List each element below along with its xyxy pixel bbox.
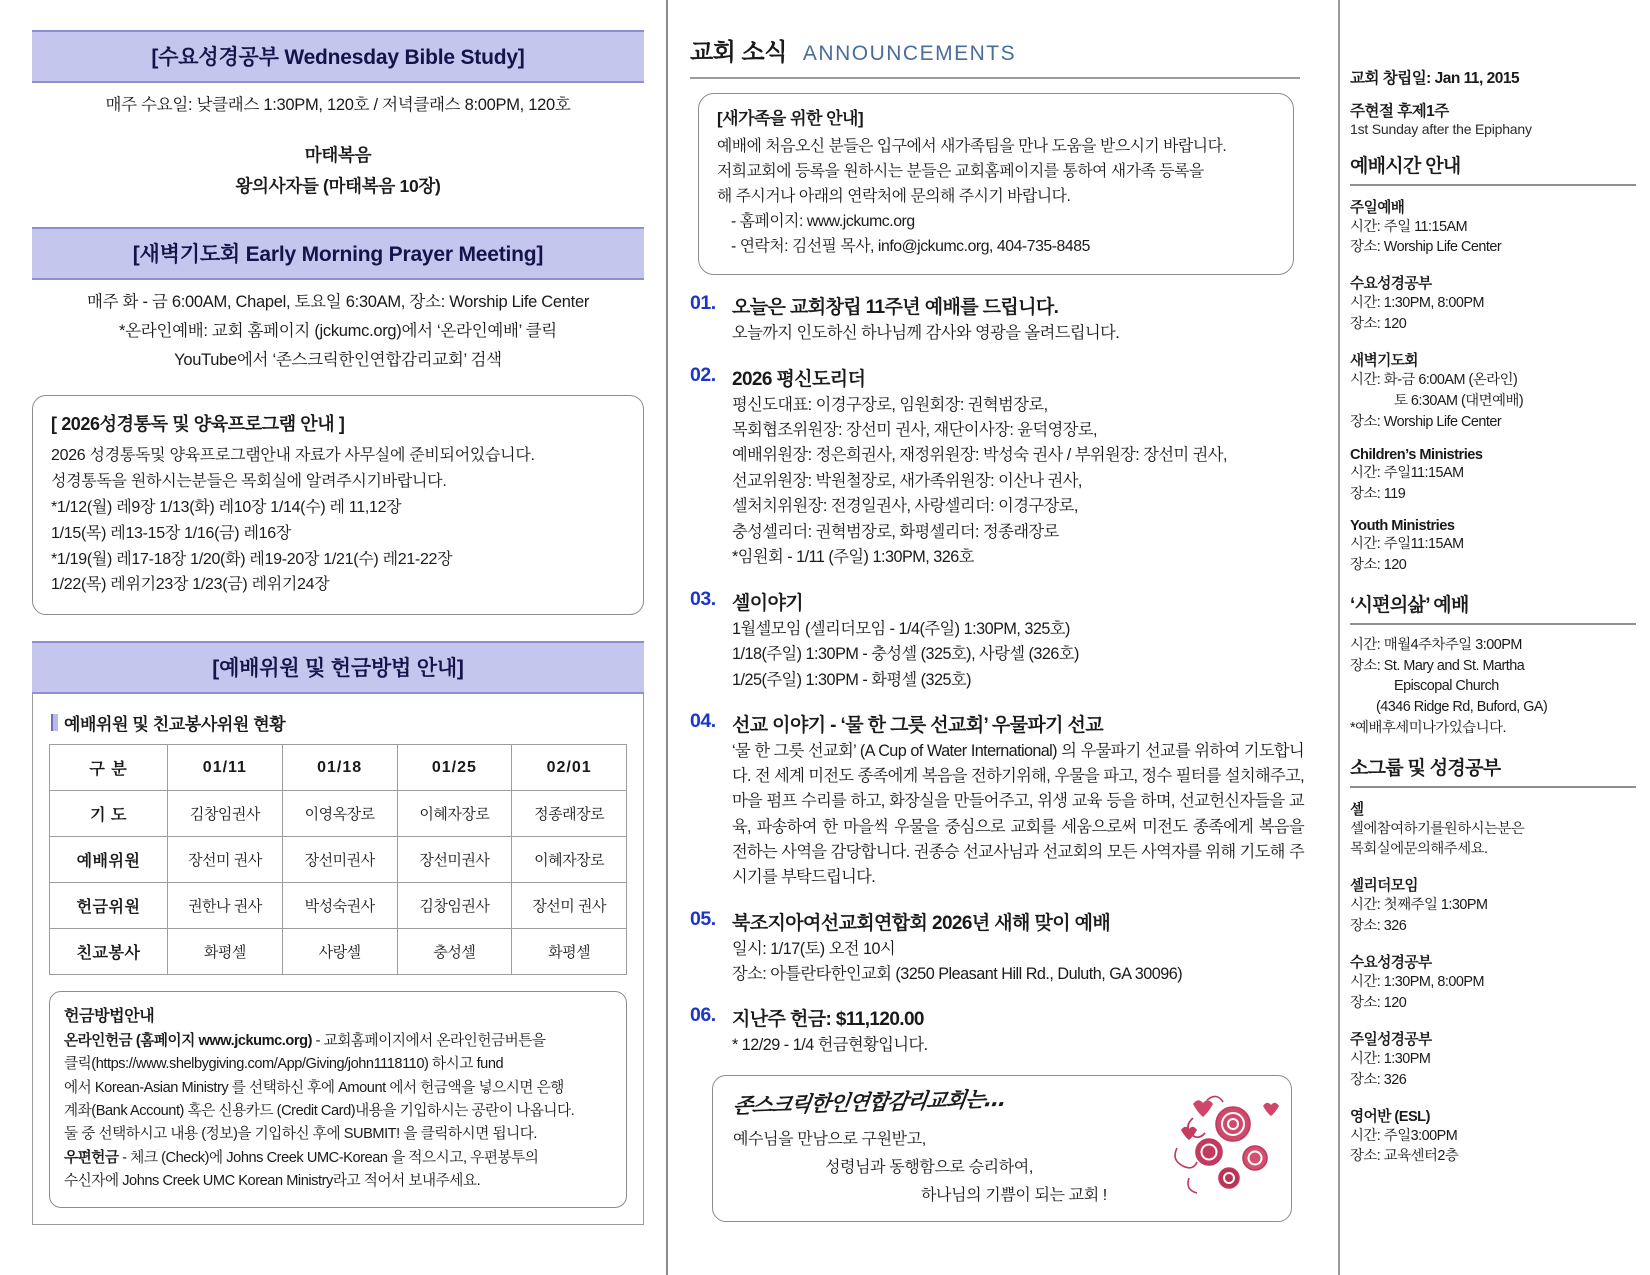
duty-row-3-label: 친교봉사 [50, 929, 168, 975]
smallgroup-cell-leaders-name: 셀리더모임 [1350, 878, 1418, 895]
giving-line-5: 둘 중 선택하시고 내용 (정보)을 기입하신 후에 SUBMIT! 을 클릭하시면 됩니다. [64, 1126, 537, 1143]
reading-program-header: [ 2026성경통독 및 양육프로그램 안내 ] [51, 413, 345, 434]
announcement-number-04: 04. [690, 709, 716, 732]
duty-col-1: 01/11 [168, 745, 283, 791]
duty-cell-0-0: 김창임권사 [168, 791, 283, 837]
table-row [50, 883, 627, 929]
announcement-body-03 [732, 588, 1332, 693]
reading-program-line-4: *1/19(월) 레17-18장 1/20(화) 레19-20장 1/21(수) 레21-22장 [51, 550, 453, 568]
bible-study-topic: 왕의사자들 (마태복음 10장) [235, 175, 441, 196]
new-family-box [698, 93, 1294, 276]
bible-study-body [32, 83, 644, 201]
smallgroup-esl-time: 시간: 주일3:00PM [1350, 1127, 1458, 1144]
psalm-worship-group [1350, 635, 1636, 739]
worship-group-sunday-time: 시간: 주일 11:15AM [1350, 218, 1468, 235]
bible-study-band: [수요성경공부 Wednesday Bible Study] [32, 30, 644, 83]
worship-group-wednesday [1350, 272, 1636, 335]
duty-band: [예배위원 및 헌금방법 안내] [32, 641, 644, 694]
giving-mail-rest: - 체크 (Check)에 Johns Creek UMC-Korean 을 적으시고, 우편봉투의 [118, 1149, 539, 1166]
duty-cell-2-3: 장선미 권사 [512, 883, 627, 929]
smallgroup-heading-rule [1350, 786, 1636, 788]
worship-group-youth-place: 장소: 120 [1350, 557, 1407, 574]
duty-cell-1-1: 장선미권사 [282, 837, 397, 883]
motto-line-1: 예수님을 만남으로 구원받고, [733, 1130, 926, 1148]
smallgroup-wednesday-place: 장소: 120 [1350, 994, 1407, 1011]
announcement-item-06 [690, 1004, 1332, 1058]
duty-subhead: 예배위원 및 친교봉사위원 현황 [64, 715, 286, 735]
smallgroup-cell-leaders-place: 장소: 326 [1350, 918, 1407, 935]
worship-group-wednesday-name: 수요성경공부 [1350, 276, 1432, 293]
smallgroup-esl-name: 영어반 (ESL) [1350, 1108, 1430, 1125]
announcement-number-02: 02. [690, 363, 716, 386]
announcements-divider [690, 77, 1300, 79]
motto-line-3: 하나님의 기쁨이 되는 교회 ! [921, 1186, 1107, 1204]
announcement-title-04: 선교 이야기 - ‘물 한 그릇 선교회’ 우물파기 선교 [732, 714, 1104, 736]
announcement-line-05-1: 장소: 아틀란타한인교회 (3250 Pleasant Hill Rd., Duluth, GA 30096) [732, 964, 1183, 983]
smallgroup-sunday-name: 주일성경공부 [1350, 1031, 1432, 1048]
announcement-title-01: 오늘은 교회창립 11주년 예배를 드립니다. [732, 297, 1059, 319]
worship-group-youth [1350, 518, 1636, 576]
announcement-line-02-5: 충성셀리더: 권혁범장로, 화평셀리더: 정종래장로 [732, 522, 1059, 541]
new-family-contact: - 연락처: 김선필 목사, info@jckumc.org, 404-735-8485 [731, 238, 1090, 256]
announcement-line-02-0: 평신도대표: 이경구장로, 임원회장: 권혁범장로, [732, 395, 1048, 414]
announcement-line-01-0: 오늘까지 인도하신 하나님께 감사와 영광을 올려드립니다. [732, 324, 1120, 343]
prayer-meeting-band: [새벽기도회 Early Morning Prayer Meeting] [32, 227, 644, 280]
reading-program-line-2: *1/12(월) 레9장 1/13(화) 레10장 1/14(수) 레 11,12장 [51, 498, 402, 516]
announcement-body-01 [732, 292, 1332, 346]
worship-group-wednesday-place: 장소: 120 [1350, 316, 1407, 333]
psalm-place: 장소: St. Mary and St. Martha [1350, 657, 1525, 674]
smallgroup-wednesday-time: 시간: 1:30PM, 8:00PM [1350, 974, 1484, 990]
reading-program-line-5: 1/22(목) 레위기23장 1/23(금) 레위기24장 [51, 576, 330, 594]
duty-cell-0-1: 이영옥장로 [282, 791, 397, 837]
reading-program-line-3: 1/15(목) 레13-15장 1/16(금) 레16장 [51, 524, 291, 542]
duty-cell-2-2: 김창임권사 [397, 883, 512, 929]
duty-col-3: 01/25 [397, 745, 512, 791]
duty-table [49, 744, 627, 975]
announcements-title-ko: 교회 소식 [690, 39, 787, 66]
prayer-meeting-youtube: YouTube에서 ‘존스크릭한인연합감리교회’ 검색 [174, 350, 502, 369]
giving-online-row [64, 1030, 612, 1053]
announcement-number-05: 05. [690, 907, 716, 930]
new-family-line-2: 저희교회에 등록을 원하시는 분들은 교회홈페이지를 통하여 새가족 등록을 [717, 163, 1204, 181]
announcement-line-02-1: 목회협조위원장: 장선미 권사, 재단이사장: 윤덕영장로, [732, 421, 1097, 439]
announcement-item-01 [690, 292, 1332, 346]
announcement-title-03: 셀이야기 [732, 592, 804, 614]
rose-flower-decoration-icon [1163, 1082, 1283, 1202]
smallgroup-cell-name: 셀 [1350, 801, 1364, 818]
prayer-meeting-schedule: 매주 화 - 금 6:00AM, Chapel, 토요일 6:30AM, 장소: Worship Life Center [86, 293, 590, 312]
giving-line-4: 계좌(Bank Account) 혹은 신용카드 (Credit Card)내용을 기입하시는 공란이 나옵니다. [64, 1102, 575, 1119]
announcement-item-03 [690, 588, 1332, 693]
giving-title: 헌금방법안내 [64, 1008, 155, 1026]
announcement-line-02-4: 셀처치위원장: 전경일권사, 사랑셀리더: 이경구장로, [732, 497, 1078, 516]
smallgroup-cell [1350, 798, 1636, 861]
announcement-line-03-1: 1/18(주일) 1:30PM - 충성셀 (325호), 사랑셀 (326호) [732, 645, 1079, 664]
smallgroup-cell-leaders-time: 시간: 첫째주일 1:30PM [1350, 897, 1488, 914]
psalm-worship-heading: ‘시편의삶’ 예배 [1350, 595, 1469, 617]
bullet-marker-icon [51, 714, 58, 731]
announcements-column [660, 0, 1332, 1275]
worship-group-sunday-name: 주일예배 [1350, 199, 1405, 216]
table-header-row [50, 745, 627, 791]
announcement-line-02-2: 예배위원장: 정은희권사, 재정위원장: 박성숙 권사 / 부위원장: 장선미 권사, [732, 446, 1227, 465]
giving-online-label: 온라인헌금 (홈페이지 www.jckumc.org) [64, 1032, 312, 1049]
announcement-line-02-6: *임원회 - 1/11 (주일) 1:30PM, 326호 [732, 548, 974, 567]
duty-cell-3-3: 화평셀 [512, 929, 627, 975]
church-founded-date: 교회 창립일: Jan 11, 2015 [1350, 70, 1520, 87]
worship-group-dawn-name: 새벽기도회 [1350, 353, 1418, 369]
bible-study-book: 마태복음 [304, 144, 372, 165]
duty-cell-1-2: 장선미권사 [397, 837, 512, 883]
duty-cell-3-0: 화평셀 [168, 929, 283, 975]
duty-row-0-label: 기 도 [50, 791, 168, 837]
announcement-number-03: 03. [690, 587, 716, 610]
duty-cell-1-0: 장선미 권사 [168, 837, 283, 883]
worship-heading-rule [1350, 184, 1636, 186]
prayer-meeting-body [32, 280, 644, 375]
worship-group-dawn-place: 장소: Worship Life Center [1350, 413, 1502, 430]
smallgroup-wednesday-name: 수요성경공부 [1350, 955, 1432, 971]
announcement-body-06 [732, 1004, 1332, 1058]
worship-group-childrens-time: 시간: 주일11:15AM [1350, 464, 1464, 481]
worship-group-sunday [1350, 196, 1636, 259]
worship-group-dawn-time-1: 시간: 화-금 6:00AM (온라인) [1350, 372, 1518, 388]
giving-line-7: 수신자에 Johns Creek UMC Korean Ministry라고 적어서 보내주세요. [64, 1173, 481, 1189]
prayer-meeting-online: *온라인예배: 교회 홈페이지 (jckumc.org)에서 ‘온라인예배’ 클릭 [119, 322, 557, 340]
motto-line-2: 성령님과 동행함으로 승리하여, [825, 1158, 1033, 1176]
smallgroup-cell-leaders [1350, 874, 1636, 937]
new-family-website: - 홈페이지: www.jckumc.org [731, 213, 915, 231]
duty-cell-2-0: 권한나 권사 [168, 883, 283, 929]
giving-mail-label: 우편헌금 [64, 1149, 119, 1166]
psalm-heading-rule [1350, 623, 1636, 625]
reading-program-line-1: 성경통독을 원하시는분들은 목회실에 알려주시기바랍니다. [51, 472, 447, 490]
bible-study-schedule: 매주 수요일: 낮클래스 1:30PM, 120호 / 저녁클래스 8:00PM, 120호 [105, 96, 571, 114]
smallgroup-esl [1350, 1105, 1636, 1168]
duty-row-2-label: 헌금위원 [50, 883, 168, 929]
smallgroup-cell-row-0: 셀에참여하기를원하시는분은 [1350, 820, 1525, 837]
announcement-item-04 [690, 710, 1332, 891]
psalm-time: 시간: 매월4주차주일 3:00PM [1350, 636, 1522, 653]
new-family-line-3: 해 주시거나 아래의 연락처에 문의해 주시기 바랍니다. [717, 188, 1071, 206]
announcement-body-04 [732, 710, 1332, 891]
duty-cell-2-1: 박성숙권사 [282, 883, 397, 929]
worship-group-youth-time: 시간: 주일11:15AM [1350, 536, 1464, 553]
announcement-number-06: 06. [690, 1004, 716, 1027]
smallgroup-sunday-place: 장소: 326 [1350, 1071, 1407, 1088]
smallgroup-esl-place: 장소: 교육센터2층 [1350, 1148, 1459, 1165]
worship-group-wednesday-time: 시간: 1:30PM, 8:00PM [1350, 295, 1484, 312]
announcement-body-02 [732, 364, 1332, 571]
psalm-address: (4346 Ridge Rd, Buford, GA) [1376, 699, 1548, 716]
worship-group-childrens-name: Children’s Ministries [1350, 446, 1483, 463]
sidebar-divider [1338, 0, 1340, 1275]
announcement-body-05 [732, 908, 1332, 988]
table-row [50, 929, 627, 975]
announcement-item-05 [690, 908, 1332, 988]
duty-cell-3-2: 충성셀 [397, 929, 512, 975]
announcements-title [690, 32, 1332, 67]
duty-box [32, 694, 644, 1225]
duty-cell-3-1: 사랑셀 [282, 929, 397, 975]
announcement-title-02: 2026 평신도리더 [732, 368, 866, 390]
announcement-paragraph-04: ‘물 한 그릇 선교회’ (A Cup of Water International) 의 우물파기 선교를 위하여 기도합니다. 전 세계 미전도 종족에게 복음을 전하기위해, 우물을 파고, 정수 필터를 설치해주고, 마을 펌프 수리를 하고, 화장실을 만들어주고, 위생 교육 등을 하며, 선교헌신자들을 교육, 파송하여 한 마을씩 우물을 중심으로 교회를 세움으로써 미전도 종족에게 복음을 전하는 사역을 감당합니다. 권종승 선교사님과 선교회의 모든 사역자를 위해 기도해 주시기를 부탁드립니다. [732, 741, 1304, 887]
duty-row-1-label: 예배위원 [50, 837, 168, 883]
announcement-line-03-0: 1월셀모임 (셀리더모임 - 1/4(주일) 1:30PM, 325호) [732, 619, 1070, 638]
worship-group-dawn-prayer [1350, 349, 1636, 433]
smallgroup-cell-row-1: 목회실에문의해주세요. [1350, 841, 1488, 858]
duty-cell-0-3: 정종래장로 [512, 791, 627, 837]
worship-group-dawn-time-2: 토 6:30AM (대면예배) [1394, 392, 1524, 409]
duty-col-2: 01/18 [282, 745, 397, 791]
new-family-line-1: 예배에 처음오신 분들은 입구에서 새가족팀을 만나 도움을 받으시기 바랍니다. [717, 138, 1227, 156]
worship-group-youth-name: Youth Ministries [1350, 518, 1455, 535]
giving-mail-row [64, 1147, 612, 1170]
giving-line-2: 클릭(https://www.shelbygiving.com/App/Giving/john1118110) 하시고 fund [64, 1056, 504, 1073]
giving-online-rest: - 교회홈페이지에서 온라인헌금버튼을 [311, 1032, 546, 1049]
worship-group-childrens [1350, 447, 1636, 505]
announcement-line-02-3: 선교위원장: 박원철장로, 새가족위원장: 이산나 권사, [732, 471, 1082, 490]
duty-col-0: 구 분 [50, 745, 168, 791]
announcement-title-06: 지난주 헌금: $11,120.00 [732, 1009, 924, 1031]
announcements-title-en: ANNOUNCEMENTS [802, 42, 1017, 65]
announcement-item-02 [690, 364, 1332, 571]
giving-box [49, 991, 627, 1208]
worship-group-childrens-place: 장소: 119 [1350, 485, 1406, 502]
info-sidebar [1332, 0, 1650, 1275]
duty-subhead-wrap [51, 710, 627, 735]
liturgical-season-en: 1st Sunday after the Epiphany [1350, 121, 1532, 137]
church-motto-box [712, 1075, 1292, 1222]
announcement-title-05: 북조지아여선교회연합회 2026년 새해 맞이 예배 [732, 912, 1111, 934]
duty-cell-1-3: 이혜자장로 [512, 837, 627, 883]
giving-line-3: 에서 Korean-Asian Ministry 를 선택하신 후에 Amount 에서 헌금액을 넣으시면 은행 [64, 1079, 564, 1096]
liturgical-season-ko: 주현절 후제1주 [1350, 103, 1449, 120]
reading-program-line-0: 2026 성경통독및 양육프로그램안내 자료가 사무실에 준비되어있습니다. [51, 446, 535, 464]
announcement-line-06-0: * 12/29 - 1/4 헌금현황입니다. [732, 1036, 928, 1055]
worship-group-sunday-place: 장소: Worship Life Center [1350, 239, 1502, 256]
worship-times-heading: 예배시간 안내 [1350, 156, 1461, 177]
duty-cell-0-2: 이혜자장로 [397, 791, 512, 837]
table-row [50, 791, 627, 837]
smallgroup-wednesday-study [1350, 951, 1636, 1014]
psalm-note: *예배후세미나가있습니다. [1350, 720, 1507, 737]
psalm-place-cont: Episcopal Church [1394, 678, 1499, 695]
announcement-number-01: 01. [690, 292, 716, 315]
announcement-line-05-0: 일시: 1/17(토) 오전 10시 [732, 939, 896, 958]
motto-handwritten-title: 존스크릭한인연합감리교회는... [731, 1086, 1008, 1118]
announcement-line-03-2: 1/25(주일) 1:30PM - 화평셀 (325호) [732, 670, 972, 689]
smallgroup-sunday-time: 시간: 1:30PM [1350, 1050, 1431, 1067]
left-column [0, 0, 660, 1275]
reading-program-box [32, 395, 644, 616]
table-row [50, 837, 627, 883]
smallgroup-heading: 소그룹 및 성경공부 [1350, 758, 1501, 779]
duty-col-4: 02/01 [512, 745, 627, 791]
new-family-header: [새가족을 위한 안내] [717, 108, 864, 128]
smallgroup-sunday-study [1350, 1028, 1636, 1091]
